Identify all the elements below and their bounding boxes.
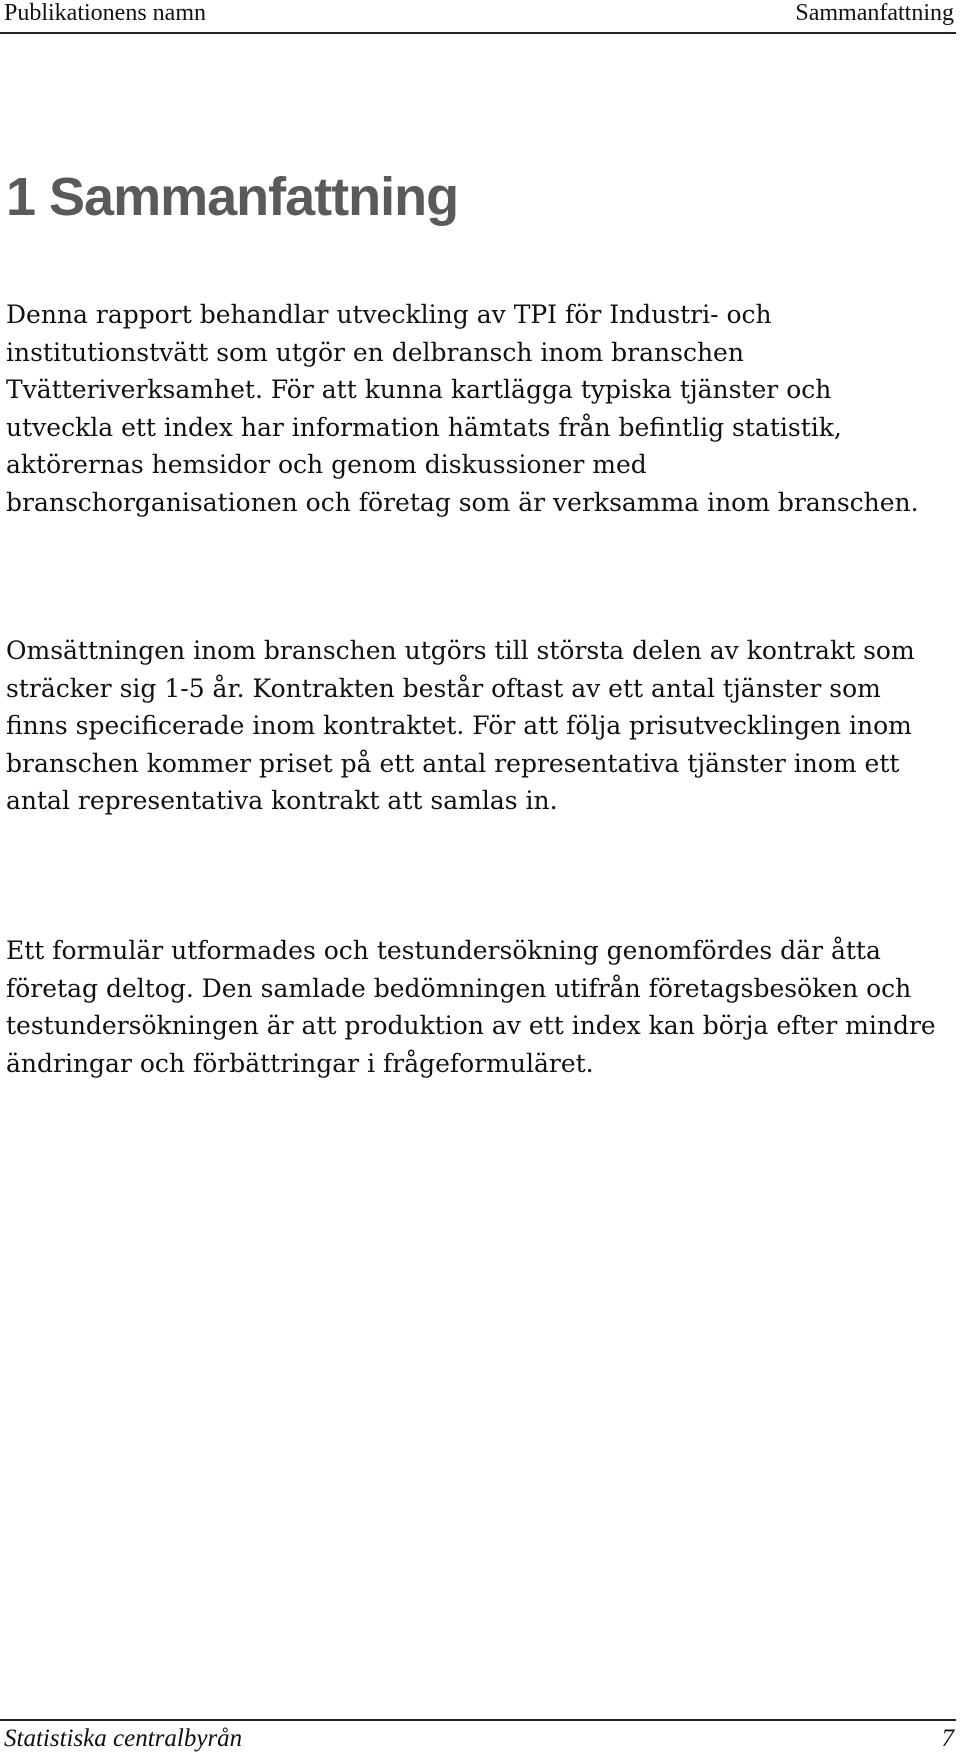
chapter-title: 1 Sammanfattning (6, 167, 459, 227)
paragraph-turnover: Omsättningen inom branschen utgörs till största delen av kontrakt som sträcker sig 1-5 år. Kontrakten består oftast av ett antal tjänster som finns specificerade inom kontraktet. För att följa prisutvecklingen inom branschen kommer priset på ett antal representativa tjänster inom ett antal representativa kontrakt att samlas in. (6, 636, 915, 815)
paragraph-test-survey: Ett formulär utformades och testundersökning genomfördes där åtta företag deltog. Den samlade bedömningen utifrån företagsbesöken och testundersökningen är att produktion av ett index kan börja efter mindre ändringar och förbättringar i frågeformuläret. (6, 936, 936, 1078)
section-name: Sammanfattning (795, 0, 954, 26)
paragraph-intro: Denna rapport behandlar utveckling av TPI för Industri- och institutionstvätt som utgör en delbransch inom branschen Tvätteriverksamhet. För att kunna kartlägga typiska tjänster och utveckla ett index har information hämtats från befintlig statistik, aktörernas hemsidor och genom diskussioner med branschorganisationen och företag som är verksamma inom branschen. (6, 300, 919, 517)
running-header (0, 0, 956, 34)
running-footer (0, 1719, 956, 1757)
publisher-name: Statistiska centralbyrån (4, 1725, 243, 1752)
publication-name: Publikationens namn (4, 0, 206, 26)
page-number: 7 (941, 1725, 954, 1752)
